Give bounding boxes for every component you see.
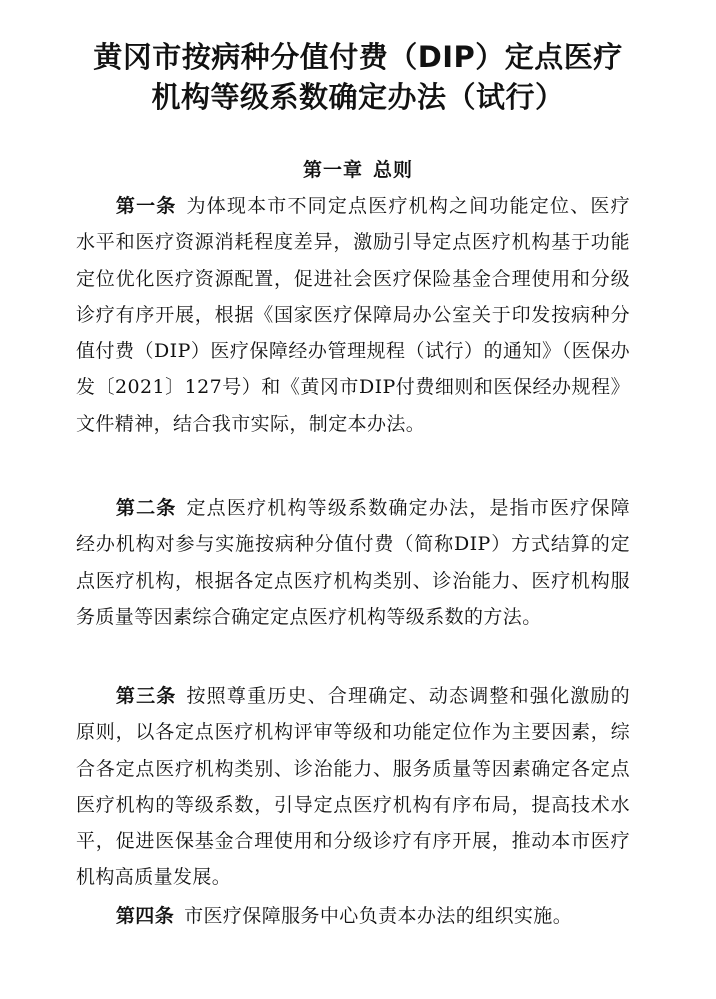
article-3-label: 第三条 [115, 685, 177, 707]
article-4-label: 第四条 [115, 905, 175, 927]
article-4 [76, 898, 630, 934]
document-title-line-2: 机构等级系数确定办法（试行） [151, 80, 565, 114]
article-2 [76, 490, 630, 635]
chapter-name: 总则 [373, 159, 414, 181]
chapter-number: 第一章 [302, 159, 363, 181]
article-3-text: 按照尊重历史、合理确定、动态调整和强化激励的原则，以各定点医疗机构评审等级和功能定位作为主要因素，综合各定点医疗机构类别、诊治能力、服务质量等因素确定各定点医疗机构的等级系数，引导定点医疗机构有序布局，提高技术水平，促进医保基金合理使用和分级诊疗有序开展，推动本市医疗机构高质量发展。 [76, 685, 630, 889]
article-4-text: 市医疗保障服务中心负责本办法的组织实施。 [184, 905, 573, 927]
article-1-text: 为体现本市不同定点医疗机构之间功能定位、医疗水平和医疗资源消耗程度差异，激励引导定点医疗机构基于功能定位优化医疗资源配置，促进社会医疗保险基金合理使用和分级诊疗有序开展，根据《国家医疗保障局办公室关于印发按病种分值付费（DIP）医疗保障经办管理规程（试行）的通知》（医保办发〔2021〕127号）和《黄冈市DIP付费细则和医保经办规程》文件精神，结合我市实际，制定本办法。 [76, 195, 630, 435]
chapter-heading [0, 150, 716, 190]
article-1-label: 第一条 [115, 195, 177, 217]
article-2-label: 第二条 [115, 497, 177, 519]
article-2-text: 定点医疗机构等级系数确定办法，是指市医疗保障经办机构对参与实施按病种分值付费（简称DIP）方式结算的定点医疗机构，根据各定点医疗机构类别、诊治能力、医疗机构服务质量等因素综合确定定点医疗机构等级系数的方法。 [76, 497, 630, 628]
article-3 [76, 678, 630, 896]
document-title-line-1: 黄冈市按病种分值付费（DIP）定点医疗 [93, 40, 623, 74]
article-1 [76, 188, 630, 442]
